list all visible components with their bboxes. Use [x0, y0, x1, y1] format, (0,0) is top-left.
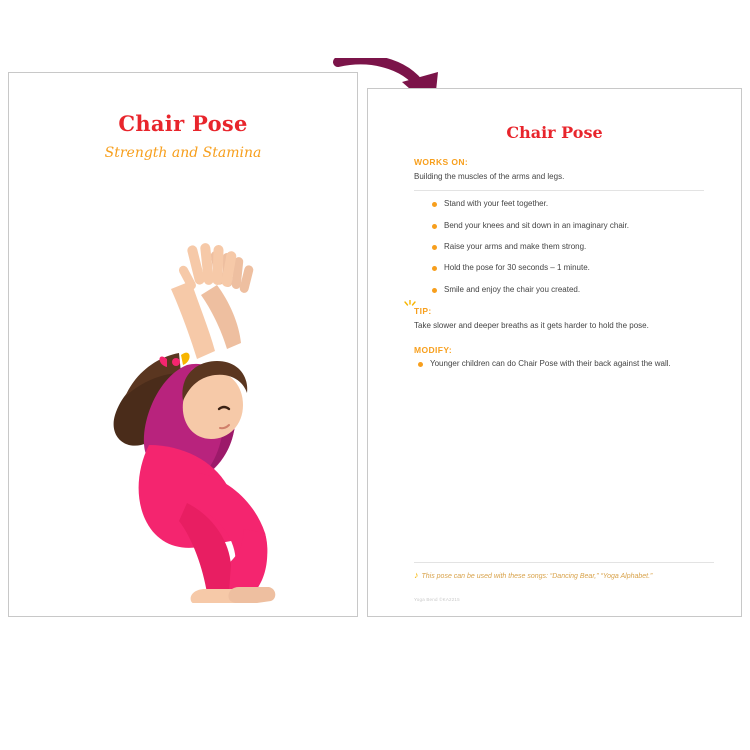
tip-text: Take slower and deeper breaths as it gets harder to hold the pose.	[414, 321, 649, 331]
footer-note-area	[414, 562, 714, 582]
list-item: Raise your arms and make them strong.	[432, 242, 704, 252]
tip-heading: TIP:	[414, 306, 432, 317]
modify-list	[414, 359, 704, 369]
right-page-title: Chair Pose	[506, 123, 603, 142]
footer-note	[414, 570, 714, 582]
works-on-text: Building the muscles of the arms and legs.	[414, 172, 565, 181]
footer-divider	[414, 562, 714, 563]
left-page-title: Chair Pose	[118, 111, 248, 136]
footer-note-text: This pose can be used with these songs: “Dancing Bear,” “Yoga Alphabet.”	[421, 573, 653, 581]
tip-section	[414, 306, 704, 331]
divider	[414, 190, 704, 191]
left-page-subtitle: Strength and Stamina	[104, 145, 262, 161]
modify-heading: MODIFY:	[414, 345, 453, 356]
list-item: Bend your knees and sit down in an imaginary chair.	[432, 221, 704, 231]
music-note-icon: ♪	[414, 570, 419, 581]
copyright-text: Yoga Bend ©KA2215	[414, 597, 460, 602]
right-page-body	[414, 157, 704, 370]
girl-doing-chair-pose-illustration	[79, 173, 299, 603]
sparkle-icon	[404, 300, 416, 312]
list-item: Stand with your feet together.	[432, 199, 704, 209]
list-item: Smile and enjoy the chair you created.	[432, 285, 704, 295]
left-page-card	[8, 72, 358, 617]
works-on-heading: WORKS ON:	[414, 157, 469, 167]
list-item: Younger children can do Chair Pose with their back against the wall.	[418, 359, 704, 369]
right-page-card	[367, 88, 742, 617]
steps-list	[414, 199, 704, 295]
list-item: Hold the pose for 30 seconds – 1 minute.	[432, 263, 704, 273]
